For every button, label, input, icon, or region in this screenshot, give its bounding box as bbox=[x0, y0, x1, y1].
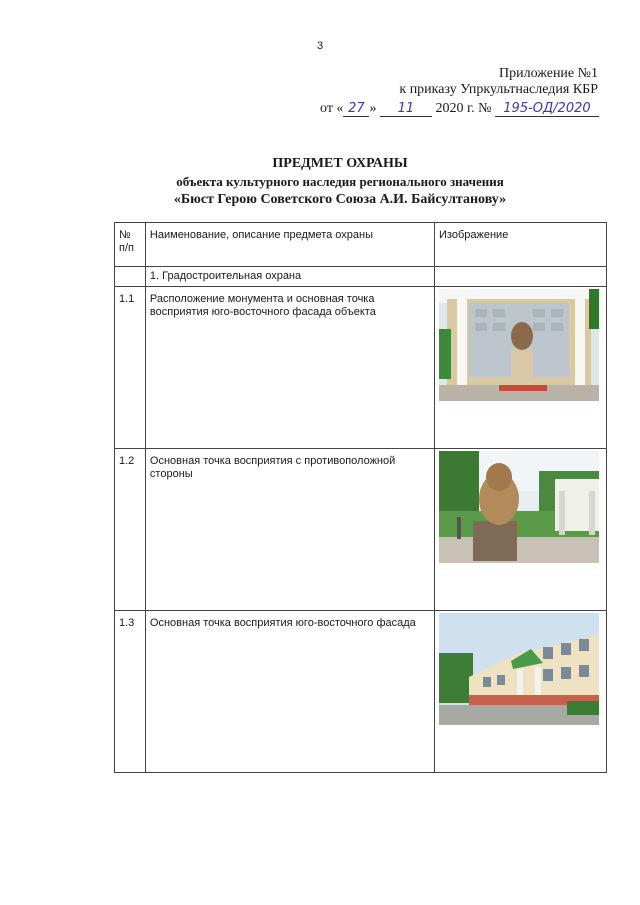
section-title: 1. Градостроительная охрана bbox=[145, 267, 434, 287]
header-image: Изображение bbox=[435, 223, 607, 267]
appendix-block bbox=[399, 66, 598, 98]
title-line-2: объекта культурного наследия регионального значения bbox=[176, 174, 504, 189]
title-line-3: «Бюст Герою Советского Союза А.И. Байсултанову» bbox=[173, 192, 507, 207]
title-line-1: ПРЕДМЕТ ОХРАНЫ bbox=[272, 156, 408, 171]
date-mid: » bbox=[369, 101, 377, 116]
header-number: № п/п bbox=[115, 223, 146, 267]
table-row bbox=[115, 287, 607, 449]
date-month: 11 bbox=[380, 101, 432, 117]
row-description: Основная точка восприятия с противоположной стороны bbox=[145, 449, 434, 611]
table-row bbox=[115, 449, 607, 611]
document-title bbox=[0, 155, 640, 209]
section-row bbox=[115, 267, 607, 287]
row-image-cell bbox=[435, 449, 607, 611]
row-image-cell bbox=[435, 611, 607, 773]
date-day: 27 bbox=[343, 101, 369, 117]
row-image-cell bbox=[435, 287, 607, 449]
section-num-cell bbox=[115, 267, 146, 287]
date-prefix: от « bbox=[320, 101, 344, 116]
appendix-title: Приложение №1 bbox=[499, 66, 598, 81]
protection-table bbox=[114, 222, 607, 773]
date-year: 2020 г. № bbox=[435, 101, 492, 116]
table-header-row bbox=[115, 223, 607, 267]
appendix-order-ref: к приказу Упркультнаследия КБР bbox=[399, 82, 598, 97]
section-image-cell bbox=[435, 267, 607, 287]
row-description: Основная точка восприятия юго-восточного фасада bbox=[145, 611, 434, 773]
photo-monument-facade bbox=[439, 289, 599, 401]
page-number: 3 bbox=[316, 40, 324, 52]
header-description: Наименование, описание предмета охраны bbox=[145, 223, 434, 267]
row-number: 1.2 bbox=[115, 449, 146, 611]
order-date-line bbox=[320, 101, 599, 117]
row-description: Расположение монумента и основная точка восприятия юго-восточного фасада объекта bbox=[145, 287, 434, 449]
row-number: 1.3 bbox=[115, 611, 146, 773]
photo-bust-opposite bbox=[439, 451, 599, 563]
order-number: 195-ОД/2020 bbox=[495, 101, 599, 117]
table-row bbox=[115, 611, 607, 773]
row-number: 1.1 bbox=[115, 287, 146, 449]
photo-building-facade bbox=[439, 613, 599, 725]
